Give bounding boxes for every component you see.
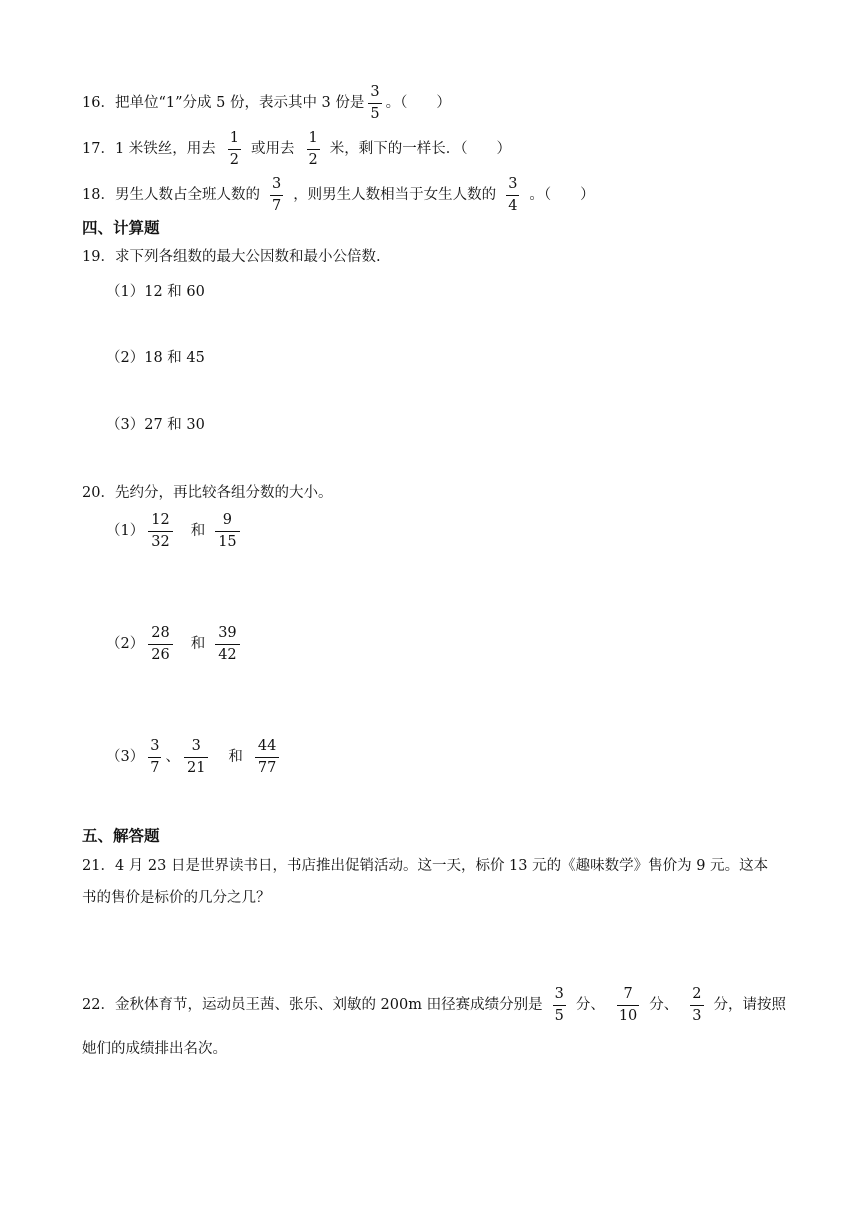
q17-fraction-1: $\frac{1}{2}$ [229,130,240,168]
question-21-line-2: 书的售价是标价的几分之几？ [82,890,271,906]
q20-item-1-label: （1） [106,523,145,540]
q16-blank: 。（ ） [385,95,451,112]
q20-item-2-label: （2） [106,636,145,653]
q16-text: 16．把单位“1”分成 5 份，表示其中 3 份是 [82,95,365,112]
section-4-heading: 四、计算题 [82,219,160,237]
q20-item-3 [106,738,283,776]
q20-item-3-label: （3） [106,749,145,766]
q20-item-3-and: 和 [228,749,243,766]
question-16 [82,84,451,122]
q20-item-2-fraction-b: $\frac{39}{42}$ [215,625,239,663]
question-21-line-1: 21．4 月 23 日是世界读书日，书店推出促销活动。这一天，标价 13 元的《趣味数学》售价为 9 元。这本 [82,858,769,874]
q17-text-3: 米，剩下的一样长．（ ） [329,141,512,158]
q20-item-1 [106,512,244,550]
question-20: 20．先约分，再比较各组分数的大小。 [82,485,333,501]
q20-item-1-fraction-a: $\frac{12}{32}$ [148,512,172,550]
question-18 [82,176,595,214]
q17-text-2: 或用去 [251,141,295,158]
q20-item-3-fraction-c: $\frac{44}{77}$ [255,738,279,776]
q18-fraction-1: $\frac{3}{7}$ [271,176,282,214]
q20-item-2 [106,625,244,663]
question-17 [82,130,511,168]
q20-item-2-and: 和 [190,636,206,653]
q22-fraction-2: $\frac{7}{10}$ [618,986,638,1024]
q19-item-3: （3）27 和 30 [106,417,205,433]
question-19: 19．求下列各组数的最大公因数和最小公倍数. [82,249,381,265]
section-5-heading: 五、解答题 [82,827,160,845]
question-22-line-2: 她们的成绩排出名次。 [82,1041,227,1057]
q17-text-1: 17．1 米铁丝，用去 [82,141,216,158]
q20-item-1-fraction-b: $\frac{9}{15}$ [215,512,239,550]
q22-fraction-3: $\frac{2}{3}$ [692,986,702,1024]
q22-text-2: 分，请按照 [713,997,787,1014]
q19-item-2: （2）18 和 45 [106,350,205,366]
q20-item-2-fraction-a: $\frac{28}{26}$ [148,625,172,663]
q18-text-1: 18．男生人数占全班人数的 [82,187,260,204]
q22-unit-2: 分、 [649,997,679,1014]
q17-fraction-2: $\frac{1}{2}$ [308,130,318,168]
q22-text-1: 22．金秋体育节，运动员王茜、张乐、刘敏的 200m 田径赛成绩分别是 [82,997,543,1014]
q19-item-1: （1）12 和 60 [106,284,205,300]
q20-item-3-separator: 、 [165,749,180,766]
question-22-line-1 [82,986,786,1024]
q20-item-3-fraction-b: $\frac{3}{21}$ [184,738,208,776]
q18-text-2: ，则男生人数相当于女生人数的 [293,187,497,204]
q16-fraction: $\frac{3}{5}$ [370,84,380,122]
q20-item-1-and: 和 [190,523,206,540]
q22-fraction-1: $\frac{3}{5}$ [554,986,564,1024]
q22-unit-1: 分、 [575,997,605,1014]
q18-text-3: 。（ ） [529,187,595,204]
q18-fraction-2: $\frac{3}{4}$ [508,176,518,214]
q20-item-3-fraction-a: $\frac{3}{7}$ [150,738,160,776]
